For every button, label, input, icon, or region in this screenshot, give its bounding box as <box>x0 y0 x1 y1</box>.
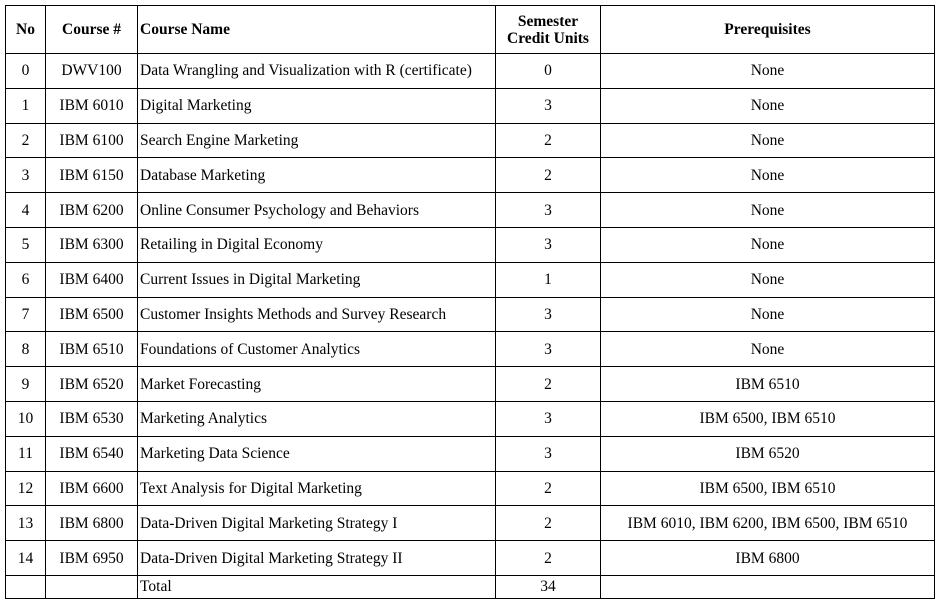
course-name: Foundations of Customer Analytics <box>138 332 496 367</box>
credit-units: 0 <box>496 54 601 89</box>
course-number: IBM 6400 <box>46 262 138 297</box>
course-name: Data-Driven Digital Marketing Strategy I <box>138 506 496 541</box>
row-number: 7 <box>6 297 46 332</box>
row-number: 11 <box>6 436 46 471</box>
header-credit-units-line2: Credit Units <box>507 29 589 47</box>
total-prereq-cell <box>601 575 935 598</box>
prerequisites: None <box>601 123 935 158</box>
row-number: 1 <box>6 88 46 123</box>
course-number: IBM 6600 <box>46 471 138 506</box>
course-number: IBM 6800 <box>46 506 138 541</box>
header-course-number: Course # <box>46 6 138 54</box>
table-body <box>6 54 935 576</box>
course-table <box>5 5 935 599</box>
table-row <box>6 471 935 506</box>
course-name: Customer Insights Methods and Survey Research <box>138 297 496 332</box>
prerequisites: IBM 6800 <box>601 541 935 576</box>
table-row <box>6 332 935 367</box>
total-no-cell <box>6 575 46 598</box>
course-number: IBM 6200 <box>46 193 138 228</box>
course-number: IBM 6510 <box>46 332 138 367</box>
credit-units: 2 <box>496 123 601 158</box>
prerequisites: None <box>601 227 935 262</box>
credit-units: 3 <box>496 332 601 367</box>
prerequisites: None <box>601 262 935 297</box>
course-number: IBM 6300 <box>46 227 138 262</box>
table-row <box>6 262 935 297</box>
table-row <box>6 227 935 262</box>
table-row <box>6 367 935 402</box>
table-row <box>6 158 935 193</box>
prerequisites: IBM 6500, IBM 6510 <box>601 471 935 506</box>
course-number: IBM 6530 <box>46 401 138 436</box>
course-name: Marketing Analytics <box>138 401 496 436</box>
credit-units: 1 <box>496 262 601 297</box>
credit-units: 3 <box>496 227 601 262</box>
row-number: 6 <box>6 262 46 297</box>
credit-units: 2 <box>496 367 601 402</box>
credit-units: 3 <box>496 297 601 332</box>
prerequisites: IBM 6510 <box>601 367 935 402</box>
total-row <box>6 575 935 598</box>
prerequisites: None <box>601 193 935 228</box>
header-prerequisites: Prerequisites <box>601 6 935 54</box>
header-no: No <box>6 6 46 54</box>
prerequisites: None <box>601 297 935 332</box>
prerequisites: IBM 6500, IBM 6510 <box>601 401 935 436</box>
header-row <box>6 6 935 54</box>
header-credit-units-line1: Semester <box>517 12 579 30</box>
course-name: Text Analysis for Digital Marketing <box>138 471 496 506</box>
table-row <box>6 193 935 228</box>
row-number: 5 <box>6 227 46 262</box>
course-number: IBM 6520 <box>46 367 138 402</box>
table-row <box>6 401 935 436</box>
course-name: Database Marketing <box>138 158 496 193</box>
row-number: 4 <box>6 193 46 228</box>
course-name: Market Forecasting <box>138 367 496 402</box>
course-number: IBM 6950 <box>46 541 138 576</box>
prerequisites: None <box>601 158 935 193</box>
prerequisites: None <box>601 54 935 89</box>
row-number: 13 <box>6 506 46 541</box>
row-number: 14 <box>6 541 46 576</box>
row-number: 12 <box>6 471 46 506</box>
row-number: 9 <box>6 367 46 402</box>
course-number: DWV100 <box>46 54 138 89</box>
prerequisites: IBM 6520 <box>601 436 935 471</box>
course-number: IBM 6150 <box>46 158 138 193</box>
credit-units: 2 <box>496 506 601 541</box>
header-course-name: Course Name <box>138 6 496 54</box>
credit-units: 3 <box>496 88 601 123</box>
header-credit-units <box>496 6 601 54</box>
table-row <box>6 436 935 471</box>
course-name: Data-Driven Digital Marketing Strategy II <box>138 541 496 576</box>
course-name: Retailing in Digital Economy <box>138 227 496 262</box>
row-number: 10 <box>6 401 46 436</box>
course-number: IBM 6010 <box>46 88 138 123</box>
credit-units: 3 <box>496 193 601 228</box>
course-number: IBM 6100 <box>46 123 138 158</box>
credit-units: 2 <box>496 471 601 506</box>
course-name: Digital Marketing <box>138 88 496 123</box>
prerequisites: IBM 6010, IBM 6200, IBM 6500, IBM 6510 <box>601 506 935 541</box>
row-number: 8 <box>6 332 46 367</box>
total-units: 34 <box>496 575 601 598</box>
credit-units: 3 <box>496 436 601 471</box>
row-number: 0 <box>6 54 46 89</box>
prerequisites: None <box>601 88 935 123</box>
table-row <box>6 123 935 158</box>
prerequisites: None <box>601 332 935 367</box>
table-row <box>6 506 935 541</box>
row-number: 3 <box>6 158 46 193</box>
course-name: Data Wrangling and Visualization with R (certificate) <box>138 54 496 89</box>
total-label: Total <box>138 575 496 598</box>
credit-units: 2 <box>496 158 601 193</box>
total-course-cell <box>46 575 138 598</box>
course-name: Marketing Data Science <box>138 436 496 471</box>
credit-units: 2 <box>496 541 601 576</box>
course-name: Current Issues in Digital Marketing <box>138 262 496 297</box>
table-row <box>6 541 935 576</box>
table-row <box>6 88 935 123</box>
course-number: IBM 6540 <box>46 436 138 471</box>
credit-units: 3 <box>496 401 601 436</box>
table-row <box>6 297 935 332</box>
table-row <box>6 54 935 89</box>
course-number: IBM 6500 <box>46 297 138 332</box>
course-name: Search Engine Marketing <box>138 123 496 158</box>
course-name: Online Consumer Psychology and Behaviors <box>138 193 496 228</box>
row-number: 2 <box>6 123 46 158</box>
